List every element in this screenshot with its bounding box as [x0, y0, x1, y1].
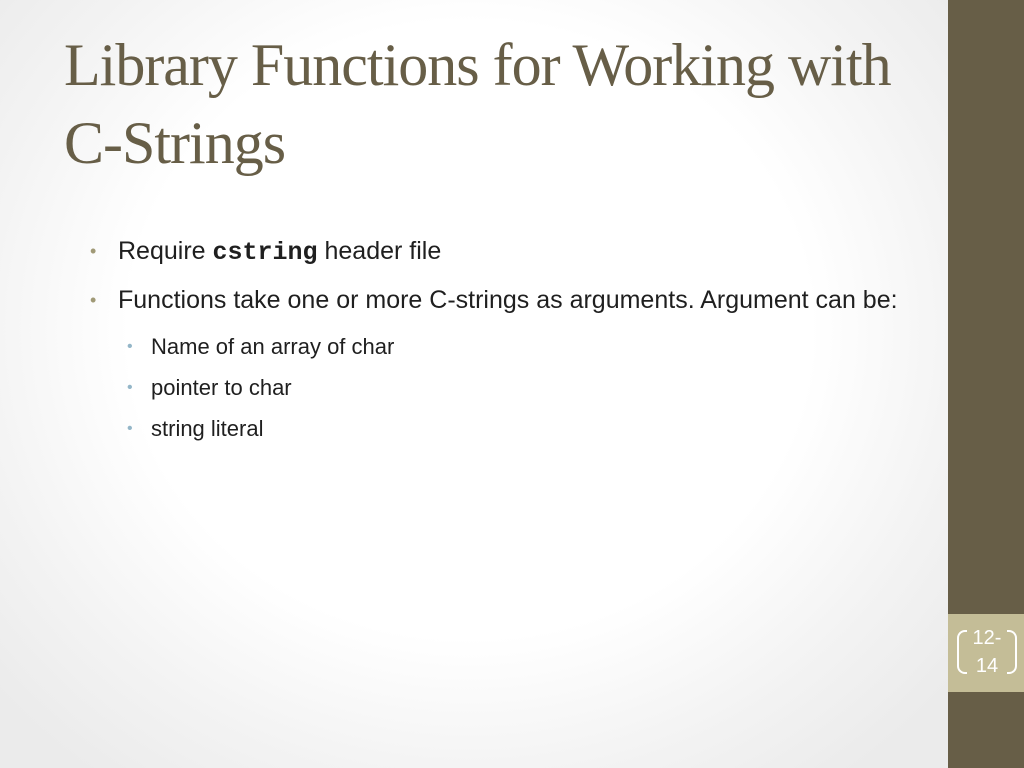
bullet-dot-icon: • [90, 241, 97, 261]
sub-bullet-dot-icon: • [127, 379, 133, 396]
slide-number-left-bracket [957, 630, 967, 674]
bullet-dot-icon: • [90, 290, 97, 310]
bullet-text-suffix: header file [317, 237, 442, 265]
bullet-item-require-header [90, 233, 930, 271]
sub-bullet-text: string literal [151, 416, 264, 441]
sub-bullet-item-string-literal [90, 412, 930, 446]
bullet-text: Functions take one or more C-strings as arguments. Argument can be: [118, 286, 898, 314]
bullet-text-prefix: Require [118, 237, 213, 265]
slide-content [90, 233, 930, 453]
slide-number-text: 12- 14 [972, 627, 1002, 677]
code-cstring: cstring [212, 238, 318, 267]
slide-number-right-bracket [1007, 630, 1017, 674]
bullet-item-functions-arguments [90, 282, 930, 319]
bullet-list [90, 233, 930, 446]
sub-bullet-text: pointer to char [151, 375, 292, 400]
sub-bullet-dot-icon: • [127, 420, 133, 437]
slide-number [957, 628, 1017, 678]
slide-title: Library Functions for Working with C-Strings [64, 32, 891, 176]
sub-bullet-item-pointer-to-char [90, 371, 930, 405]
sub-bullet-item-array-of-char [90, 330, 930, 364]
sub-bullet-text: Name of an array of char [151, 334, 395, 359]
sub-bullet-dot-icon: • [127, 338, 133, 355]
